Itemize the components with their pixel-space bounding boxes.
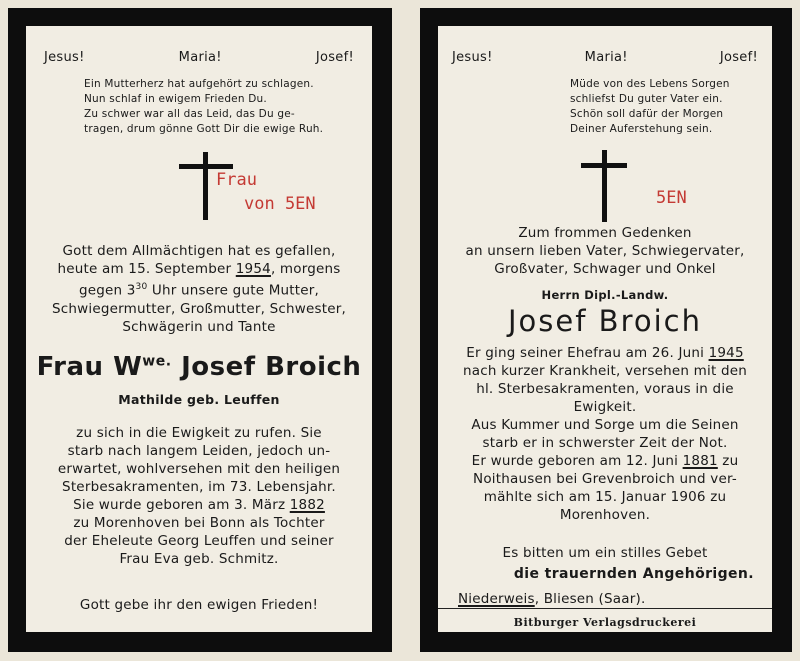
left-header-names [26, 50, 372, 65]
right-death-line: Er ging seiner Ehefrau am 26. Juni 1945 [466, 345, 744, 361]
left-intro-line: Schwägerin und Tante [122, 318, 276, 335]
right-mourners: die trauernden Angehörigen. [513, 566, 754, 582]
left-body-line: Sterbesakramenten, im 73. Lebensjahr. [62, 479, 336, 495]
right-intro-line: an unsern lieben Vater, Schwiegervater, [465, 243, 745, 259]
right-maria: Maria! [584, 50, 628, 65]
left-jesus: Jesus! [44, 50, 85, 65]
right-verse [570, 77, 730, 137]
left-intro-line: Schwiegermutter, Großmutter, Schwester, [52, 300, 346, 317]
right-divider [438, 608, 772, 609]
right-verse-line: Deiner Auferstehung sein. [570, 123, 713, 135]
left-body-line: der Eheleute Georg Leuffen und seiner [64, 533, 334, 549]
left-death-year: 1954 [235, 261, 271, 277]
left-verse-line: Zu schwer war all das Leid, das Du ge- [84, 108, 295, 120]
right-body-line: nach kurzer Krankheit, versehen mit den [463, 363, 747, 379]
right-deceased-name: Josef Broich [508, 304, 702, 338]
right-header-names [438, 50, 772, 65]
right-birth-year: 1881 [682, 453, 718, 469]
left-verse-line: Nun schlaf in ewigem Frieden Du. [84, 93, 267, 105]
left-intro-line-2: heute am 15. September 1954, morgens [57, 261, 341, 277]
right-body-line: Aus Kummer und Sorge um die Seinen [471, 417, 739, 433]
right-title: Herrn Dipl.-Landw. [541, 288, 669, 302]
right-body-line: Noithausen bei Grevenbroich und ver- [473, 471, 737, 487]
left-body-line: zu Morenhoven bei Bonn als Tochter [73, 515, 325, 531]
right-death-year: 1945 [708, 345, 744, 361]
left-stamp-von: von 5EN [244, 194, 316, 214]
left-verse-line: tragen, drum gönne Gott Dir die ewige Ruh. [84, 123, 324, 135]
left-announcement [26, 242, 372, 336]
right-intro-line: Zum frommen Gedenken [518, 225, 692, 241]
left-obituary-body [26, 424, 372, 568]
left-body-line: Frau Eva geb. Schmitz. [119, 551, 279, 567]
left-intro-line-3: gegen $3^{30}$ Uhr unsere gute Mutter, [78, 282, 320, 299]
right-printer: Bitburger Verlagsdruckerei [513, 616, 697, 629]
left-maiden-name: Mathilde geb. Leuffen [118, 392, 280, 407]
left-body-line: starb nach langem Leiden, jedoch un- [67, 443, 331, 459]
right-josef: Josef! [719, 50, 758, 65]
right-body-line: mählte sich am 15. Januar 1906 zu [483, 489, 727, 505]
right-stamp: 5EN [656, 188, 687, 208]
right-body-line: starb er in schwerster Zeit der Not. [482, 435, 728, 451]
right-intro [438, 224, 772, 278]
right-body-line: Morenhoven. [559, 507, 651, 523]
right-body-line: hl. Sterbesakramenten, voraus in die [476, 381, 734, 397]
left-birth-line: Sie wurde geboren am 3. März 1882 [73, 497, 325, 513]
right-obituary-body [438, 344, 772, 524]
right-birth-line: Er wurde geboren am 12. Juni 1881 zu [471, 453, 739, 469]
right-place: Niederweis, Bliesen (Saar). [458, 591, 646, 607]
right-memorial-card [420, 8, 792, 652]
left-memorial-card [8, 8, 392, 652]
left-maria: Maria! [178, 50, 222, 65]
right-intro-line: Großvater, Schwager und Onkel [494, 261, 716, 277]
left-verse-line: Ein Mutterherz hat aufgehört zu schlagen. [84, 78, 314, 90]
right-jesus: Jesus! [452, 50, 493, 65]
right-body-line: Ewigkeit. [573, 399, 637, 415]
left-intro-line: Gott dem Allmächtigen hat es gefallen, [62, 243, 336, 259]
left-closing-blessing: Gott gebe ihr den ewigen Frieden! [79, 597, 319, 613]
left-birth-year: 1882 [289, 497, 325, 513]
right-verse-line: Müde von des Lebens Sorgen [570, 78, 730, 90]
left-verse [84, 77, 323, 137]
right-verse-line: Schön soll dafür der Morgen [570, 108, 724, 120]
right-verse-line: schliefst Du guter Vater ein. [570, 93, 723, 105]
left-body-line: zu sich in die Ewigkeit zu rufen. Sie [76, 425, 322, 441]
right-prayer-request: Es bitten um ein stilles Gebet [502, 545, 708, 561]
left-body-line: erwartet, wohlversehen mit den heiligen [57, 461, 341, 477]
left-deceased-name: Frau $W^{we.}$ Josef Broich [36, 352, 362, 382]
left-stamp-frau: Frau [216, 170, 257, 190]
left-josef: Josef! [315, 50, 354, 65]
